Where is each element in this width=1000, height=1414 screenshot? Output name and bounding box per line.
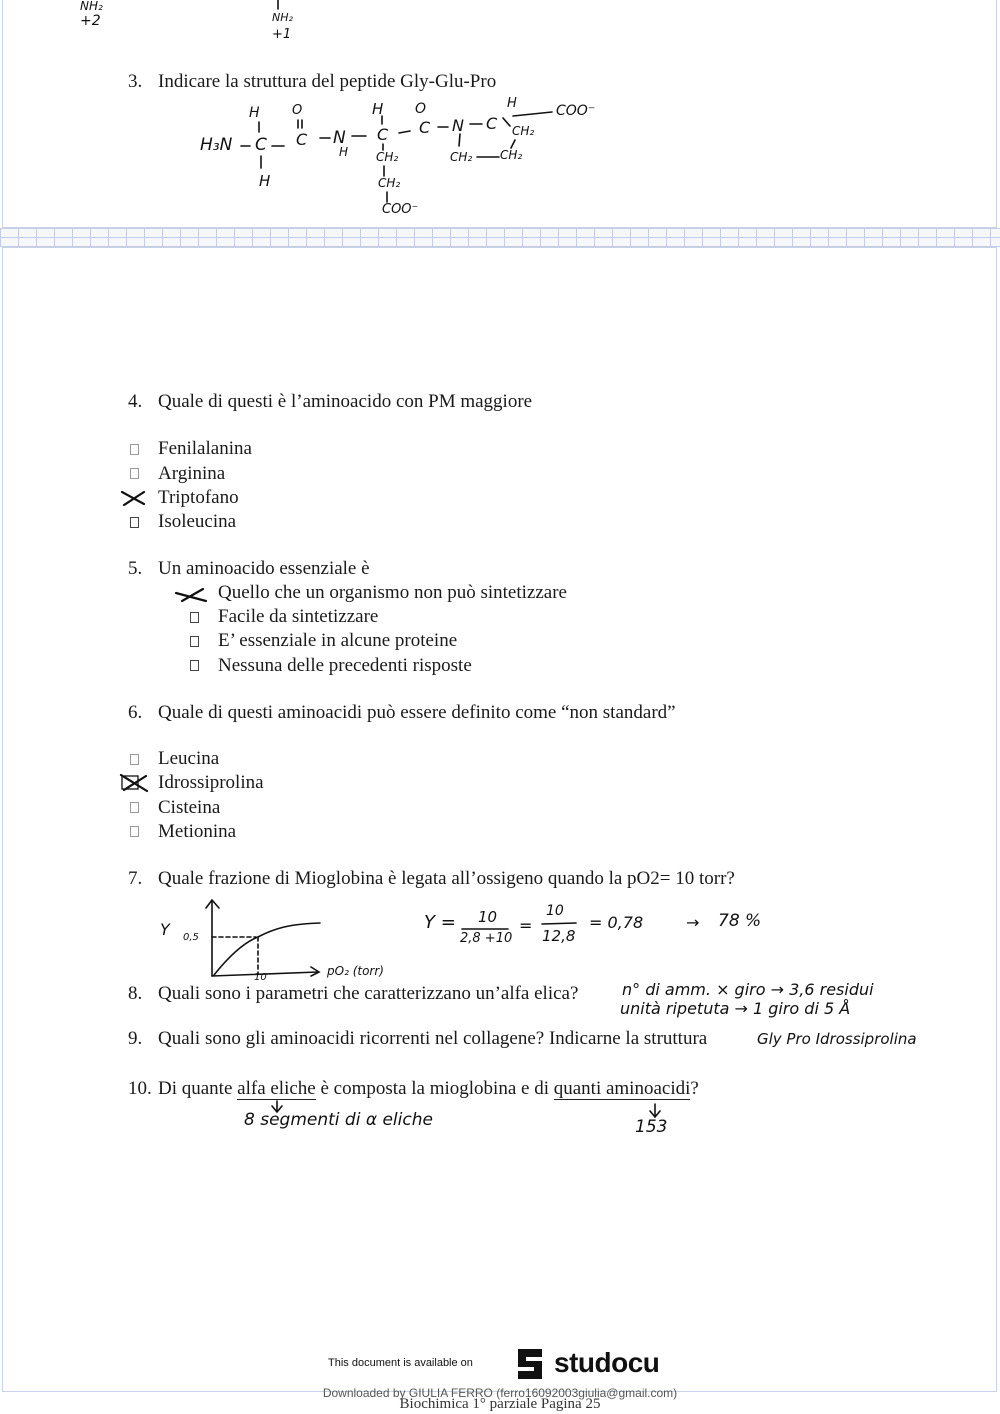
q10-text-underlined-1: alfa eliche bbox=[237, 1078, 316, 1099]
question-9-number: 9. bbox=[128, 1028, 143, 1049]
question-3-number: 3. bbox=[128, 71, 143, 92]
q5-checkbox-3[interactable] bbox=[190, 660, 199, 671]
struct-n2: N bbox=[452, 116, 464, 135]
struct-c5: C bbox=[486, 114, 498, 133]
q10-answer-1: 8 segmenti di α eliche bbox=[244, 1110, 433, 1130]
q7-calc-num2: 10 bbox=[546, 903, 564, 919]
struct-ch2-a: CH₂ bbox=[376, 150, 399, 164]
question-7-text: Quale frazione di Mioglobina è legata all’ossigeno quando la pO2= 10 torr? bbox=[158, 868, 735, 889]
fragment-left-nh2: NH₂ bbox=[80, 0, 103, 13]
q7-y-tick: 0,5 bbox=[183, 932, 199, 943]
q7-calc-num1: 10 bbox=[478, 908, 498, 926]
q10-text-suffix: ? bbox=[690, 1078, 699, 1099]
q7-calc-eq1: = bbox=[519, 916, 533, 935]
question-10-number: 10. bbox=[128, 1078, 152, 1099]
q6-option-3: Metionina bbox=[158, 821, 237, 842]
q9-answer: Gly Pro Idrossiprolina bbox=[757, 1030, 917, 1048]
struct-h-c5: H bbox=[507, 96, 517, 111]
struct-c1: C bbox=[255, 135, 267, 155]
q7-calc-result: = 0,78 bbox=[589, 913, 644, 932]
struct-ch2-b: CH₂ bbox=[378, 176, 401, 190]
downloaded-by-note: Downloaded by GIULIA FERRO (ferro16092003giulia@gmail.com) bbox=[322, 1386, 678, 1400]
q5-option-3: Nessuna delle precedenti risposte bbox=[218, 655, 472, 676]
q10-answer-2: 153 bbox=[635, 1117, 668, 1137]
struct-ch2-ring3: CH₂ bbox=[500, 148, 523, 162]
q4-option-2: Triptofano bbox=[158, 487, 239, 508]
struct-h-c3: H bbox=[372, 100, 384, 118]
fragment-right-nh2: NH₂ bbox=[272, 11, 293, 24]
question-5-number: 5. bbox=[128, 558, 143, 579]
struct-o1: O bbox=[292, 103, 303, 118]
question-6-number: 6. bbox=[128, 702, 143, 723]
q4-checkbox-0[interactable] bbox=[130, 444, 139, 455]
fragment-left-charge: +2 bbox=[80, 13, 101, 29]
struct-c2: C bbox=[296, 130, 308, 149]
question-7-number: 7. bbox=[128, 868, 143, 889]
question-5-text: Un aminoacido essenziale è bbox=[158, 558, 370, 579]
q7-calc-percent: 78 % bbox=[718, 911, 762, 931]
q7-calc-den2: 12,8 bbox=[542, 927, 576, 945]
q6-checkbox-0[interactable] bbox=[130, 754, 139, 765]
q4-option-3: Isoleucina bbox=[158, 511, 237, 532]
q10-text-mid: è composta la mioglobina e di bbox=[315, 1078, 554, 1099]
struct-coo-end: COO⁻ bbox=[556, 103, 596, 119]
question-9-text: Quali sono gli aminoacidi ricorrenti nel collagene? Indicarne la struttura bbox=[158, 1028, 708, 1049]
q4-option-0: Fenilalanina bbox=[158, 438, 252, 459]
q7-calc-lhs: Y = bbox=[424, 912, 456, 933]
struct-h-n1: H bbox=[339, 145, 349, 159]
q4-checkbox-1[interactable] bbox=[130, 468, 139, 479]
question-4-text: Quale di questi è l’aminoacido con PM maggiore bbox=[158, 391, 533, 412]
q10-text-prefix: Di quante bbox=[158, 1078, 238, 1099]
q10-text-underlined-2: quanti aminoacidi bbox=[553, 1078, 691, 1099]
fragment-right-charge: +1 bbox=[272, 27, 292, 42]
question-8-number: 8. bbox=[128, 983, 143, 1004]
q6-option-2: Cisteina bbox=[158, 797, 221, 818]
struct-h-bottom: H bbox=[259, 172, 271, 190]
page-label: Biochimica 1° parziale Pagina 25 bbox=[399, 1396, 601, 1412]
fragment-bond-line bbox=[0, 0, 10, 10]
struct-h1: H bbox=[249, 105, 260, 121]
studocu-logo-icon bbox=[512, 1345, 550, 1383]
q8-answer-line2: unità ripetuta → 1 giro di 5 Å bbox=[620, 999, 851, 1018]
studocu-banner[interactable] bbox=[328, 1343, 688, 1385]
q6-checkbox-3[interactable] bbox=[130, 826, 139, 837]
struct-ch2-ring2: CH₂ bbox=[450, 150, 473, 164]
q6-checkbox-2[interactable] bbox=[130, 802, 139, 813]
question-6-text: Quale di questi aminoacidi può essere definito come “non standard” bbox=[158, 702, 676, 723]
q5-option-1: Facile da sintetizzare bbox=[218, 606, 379, 627]
notebook-page-bottom bbox=[2, 247, 997, 1392]
struct-coo-side: COO⁻ bbox=[382, 202, 419, 217]
q5-checkbox-1[interactable] bbox=[190, 612, 199, 623]
q5-option-2: E’ essenziale in alcune proteine bbox=[218, 630, 458, 651]
struct-ch2-ring1: CH₂ bbox=[512, 124, 535, 138]
question-8-text: Quali sono i parametri che caratterizzano un’alfa elica? bbox=[158, 983, 579, 1004]
q10-answer-arrows bbox=[0, 0, 1, 1]
q7-calc-arrow: → bbox=[686, 913, 700, 932]
q7-calc-den1: 2,8 +10 bbox=[460, 931, 513, 946]
notebook-grid-strip bbox=[0, 228, 1000, 247]
notebook-page-top bbox=[2, 0, 997, 228]
q5-option-0: Quello che un organismo non può sintetizzare bbox=[218, 582, 567, 603]
question-4-number: 4. bbox=[128, 391, 143, 412]
q7-y-label: Y bbox=[160, 920, 170, 939]
q6-option-0: Leucina bbox=[158, 748, 220, 769]
question-10-text bbox=[158, 1078, 699, 1100]
q4-option-1: Arginina bbox=[158, 463, 226, 484]
struct-c3: C bbox=[377, 125, 389, 144]
available-on-text: This document is available on bbox=[328, 1357, 473, 1369]
q6-option-1: Idrossiprolina bbox=[158, 772, 264, 793]
struct-n1: N bbox=[333, 128, 346, 148]
q7-x-tick: 10 bbox=[254, 972, 267, 983]
q8-answer-line1: n° di amm. × giro → 3,6 residui bbox=[622, 980, 874, 999]
struct-c4: C bbox=[419, 118, 431, 137]
studocu-brand: studocu bbox=[554, 1347, 660, 1378]
q5-checkbox-2[interactable] bbox=[190, 636, 199, 647]
struct-h3n: H₃N bbox=[200, 135, 233, 155]
struct-o2: O bbox=[415, 101, 427, 117]
q4-checkbox-3[interactable] bbox=[130, 517, 139, 528]
q7-x-label: pO₂ (torr) bbox=[327, 964, 384, 978]
question-3-text: Indicare la struttura del peptide Gly-Glu-Pro bbox=[158, 71, 497, 92]
